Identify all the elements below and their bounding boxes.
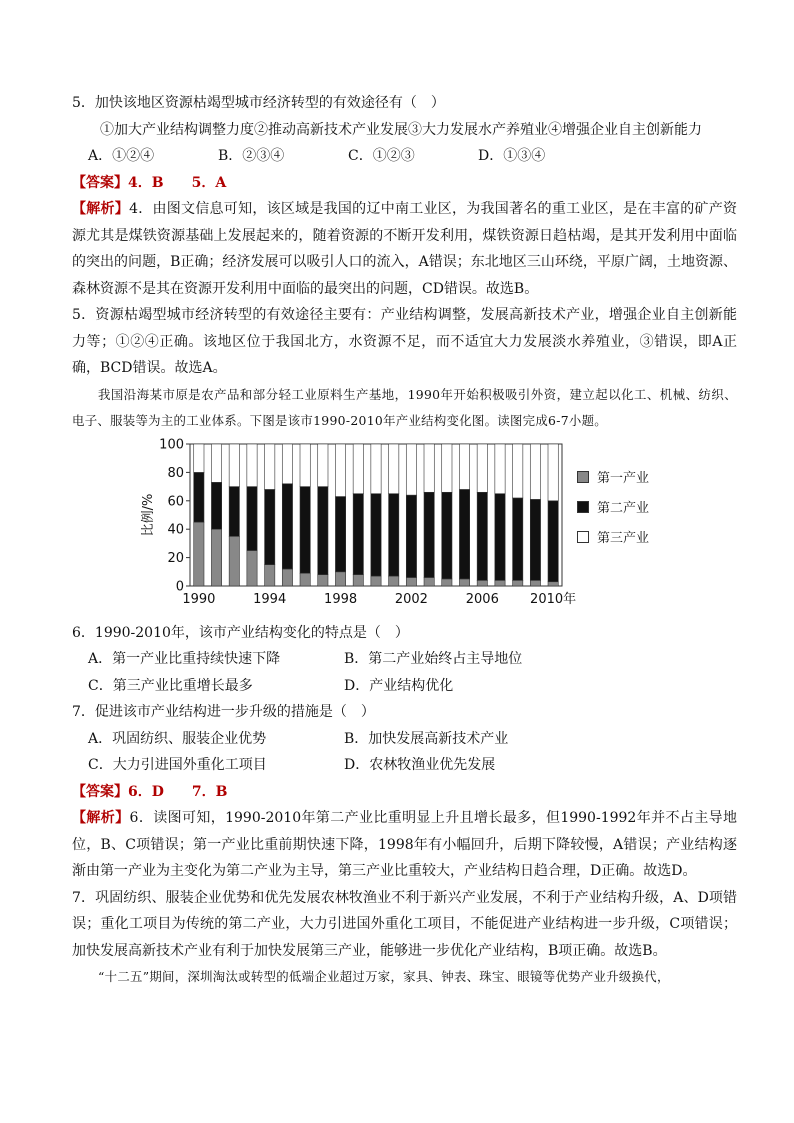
q5-options: [72, 143, 737, 170]
bar-2001-series-2: [389, 444, 399, 494]
bar-2003-series-1: [424, 492, 434, 577]
bar-2008-series-0: [513, 580, 523, 586]
x-tick-label-5: 2010年: [530, 591, 577, 607]
bar-2001-series-0: [389, 576, 399, 586]
y-tick-label-20: 20: [167, 550, 184, 566]
industry-structure-chart: [72, 436, 737, 616]
bar-1993-series-2: [247, 444, 257, 487]
bar-2010-series-1: [548, 500, 558, 581]
bar-2000-series-1: [371, 493, 381, 575]
bar-2003-series-0: [424, 577, 434, 586]
bar-2000-series-2: [371, 444, 381, 494]
q7-option-d: D．农林牧渔业优先发展: [344, 757, 496, 773]
bar-1998-series-1: [335, 496, 345, 571]
analysis-6-text: 6．读图可知，1990-2010年第二产业比重明显上升且增长最多，但1990-1992年并不占主导地位，B、C项错误；第一产业比重前期快速下降，1998年有小幅回升，后期下降较慢，A错误；产业结构逐渐由第一产业为主变化为第二产业为主导，第三产业比重较大，产业结构日趋合理，D正确。故选D。: [72, 810, 737, 879]
bar-1997-series-0: [318, 574, 328, 585]
q7-option-b: B．加快发展高新技术产业: [344, 730, 509, 747]
material-text-2: “十二五”期间，深圳淘汰或转型的低端企业超过万家，家具、钟表、珠宝、眼镜等优势产业升级换代，: [98, 969, 670, 984]
bar-2007-series-0: [495, 580, 505, 586]
x-tick-label-4: 2006: [465, 591, 499, 607]
bar-1995-series-0: [282, 568, 292, 585]
material-text: 我国沿海某市原是农产品和部分轻工业原料生产基地，1990年开始积极吸引外资，建立起以化工、机械、纺织、电子、服装等为主的工业体系。下图是该市1990-2010年产业结构变化图。读图完成6-7小题。: [72, 386, 737, 428]
answer-block-2: [72, 779, 737, 806]
q6-options-row1: [72, 646, 737, 673]
bar-1993-series-1: [247, 486, 257, 550]
legend-label-tertiary: 第三产业: [597, 531, 650, 546]
y-tick-label-80: 80: [167, 465, 184, 481]
bar-2004-series-2: [442, 444, 452, 492]
y-tick-label-40: 40: [167, 522, 184, 538]
q6-option-d: D．产业结构优化: [344, 677, 454, 694]
bar-1995-series-1: [282, 483, 292, 568]
bar-2008-series-1: [513, 497, 523, 579]
bar-1992-series-0: [229, 536, 239, 586]
bar-2005-series-2: [459, 444, 469, 489]
x-tick-label-0: 1990: [182, 591, 216, 607]
bar-1993-series-0: [247, 550, 257, 586]
q6-stem: 6．1990-2010年，该市产业结构变化的特点是（ ）: [72, 624, 409, 641]
analysis-7: 7．巩固纺织、服装企业优势和优先发展农林牧渔业不利于新兴产业发展，不利于产业结构升级，A、D项错误；重化工项目为传统的第二产业，大力引进国外重化工项目，不能促进产业结构进一步升级，C项错误；加快发展高新技术产业有利于加快发展第三产业，能够进一步优化产业结构，B项正确。故选B。: [72, 889, 737, 959]
bar-2010-series-0: [548, 581, 558, 585]
bar-1994-series-0: [265, 564, 275, 585]
q6-option-b: B．第二产业始终占主导地位: [344, 651, 523, 667]
bar-1999-series-1: [353, 493, 363, 574]
bar-2004-series-1: [442, 492, 452, 579]
bar-1990-series-0: [194, 522, 204, 586]
bar-2007-series-2: [495, 444, 505, 494]
bar-2007-series-1: [495, 493, 505, 580]
bar-1997-series-2: [318, 444, 328, 487]
legend-item-secondary: [577, 492, 649, 522]
analysis-4-text: 4．由图文信息可知，该区域是我国的辽中南工业区，为我国著名的重工业区，是在丰富的矿产资源尤其是煤铁资源基础上发展起来的，随着资源的不断开发利用，煤铁资源日趋枯竭，是其开发利用中面临的突出的问题，B正确；经济发展可以吸引人口的流入，A错误；东北地区三山环绕，平原广阔，土地资源、森林资源不是其在资源开发利用中面临的最突出的问题，CD错误。故选B。: [72, 201, 738, 297]
bar-2006-series-0: [477, 580, 487, 586]
q5-stem: 5．加快该地区资源枯竭型城市经济转型的有效途径有（ ）: [72, 95, 445, 111]
q6-options-row2: [72, 673, 737, 700]
bar-2004-series-0: [442, 578, 452, 585]
bar-1990-series-1: [194, 472, 204, 522]
x-tick-label-1: 1994: [253, 591, 287, 607]
bar-2000-series-0: [371, 576, 381, 586]
bar-1996-series-2: [300, 444, 310, 487]
q5-option-b: B．②③④: [218, 148, 285, 164]
bar-2009-series-1: [530, 499, 540, 580]
bar-1996-series-1: [300, 486, 310, 573]
analysis-5: 5．资源枯竭型城市经济转型的有效途径主要有：产业结构调整，发展高新技术产业，增强企业自主创新能力等；①②④正确。该地区位于我国北方，水资源不足，而不适宜大力发展淡水养殖业，③错误，即A正确，BCD错误。故选A。: [72, 307, 737, 376]
q5-items: ①加大产业结构调整力度②推动高新技术产业发展③大力发展水产养殖业④增强企业自主创新能力: [100, 121, 702, 138]
analysis-label-2: 【解析】: [72, 810, 130, 826]
document-page: [72, 90, 737, 990]
q7-options-row1: [72, 726, 737, 753]
q7-option-a: A．巩固纺织、服装企业优势: [88, 730, 267, 747]
bar-1990-series-2: [194, 444, 204, 472]
legend-label-secondary: 第二产业: [597, 501, 650, 516]
y-tick-label-0: 0: [175, 579, 184, 594]
answer-text-2: 6．D 7．B: [128, 783, 228, 800]
legend-swatch-secondary: [577, 501, 589, 513]
bar-1994-series-1: [265, 489, 275, 564]
x-tick-label-2: 1998: [324, 591, 358, 607]
legend-item-primary: [577, 462, 649, 492]
bar-2006-series-2: [477, 444, 487, 492]
bar-1991-series-0: [211, 529, 221, 586]
bar-1999-series-2: [353, 444, 363, 494]
analysis-4: [72, 196, 737, 302]
q6-option-c: C．第三产业比重增长最多: [88, 677, 253, 694]
bar-2003-series-2: [424, 444, 434, 492]
analysis-label: 【解析】: [72, 201, 130, 217]
bar-2010-series-2: [548, 444, 558, 501]
bar-2002-series-1: [406, 495, 416, 577]
bar-2005-series-0: [459, 578, 469, 585]
q6-option-a: A．第一产业比重持续快速下降: [88, 651, 281, 667]
bar-2009-series-0: [530, 580, 540, 586]
bar-1998-series-0: [335, 571, 345, 585]
answer-label-2: 【答案】: [72, 783, 128, 800]
answer-label: 【答案】: [72, 174, 128, 191]
bar-1998-series-2: [335, 444, 345, 497]
bar-2002-series-2: [406, 444, 416, 495]
bar-1991-series-2: [211, 444, 221, 482]
bar-2006-series-1: [477, 492, 487, 580]
answer-text: 4．B 5．A: [128, 174, 227, 191]
q7-option-c: C．大力引进国外重化工项目: [88, 757, 267, 773]
q5-option-d: D．①③④: [478, 148, 546, 164]
bar-2008-series-2: [513, 444, 523, 498]
y-tick-label-100: 100: [159, 437, 184, 452]
x-tick-label-3: 2002: [394, 591, 428, 607]
bar-2001-series-1: [389, 493, 399, 575]
stacked-bar-chart: [136, 436, 577, 614]
bar-1996-series-0: [300, 573, 310, 586]
bar-2009-series-2: [530, 444, 540, 499]
bar-1999-series-0: [353, 574, 363, 585]
q7-stem: 7．促进该市产业结构进一步升级的措施是（ ）: [72, 704, 375, 720]
answer-block-1: [72, 170, 737, 197]
chart-legend: [577, 462, 649, 552]
legend-swatch-primary: [577, 471, 589, 483]
bar-1997-series-1: [318, 486, 328, 574]
analysis-6: [72, 805, 737, 885]
legend-item-tertiary: [577, 522, 649, 552]
q5-option-a: A．①②④: [88, 148, 155, 164]
bar-1992-series-2: [229, 444, 239, 487]
bar-1994-series-2: [265, 444, 275, 489]
q5-option-c: C．①②③: [348, 148, 415, 164]
bar-2005-series-1: [459, 489, 469, 578]
legend-label-primary: 第一产业: [597, 471, 650, 486]
q7-options-row2: [72, 752, 737, 779]
y-tick-label-60: 60: [167, 493, 184, 509]
legend-swatch-tertiary: [577, 531, 589, 543]
bar-2002-series-0: [406, 577, 416, 586]
bar-1992-series-1: [229, 486, 239, 536]
y-axis-label: 比例/%: [141, 493, 156, 536]
bar-1991-series-1: [211, 482, 221, 529]
bar-1995-series-2: [282, 444, 292, 484]
